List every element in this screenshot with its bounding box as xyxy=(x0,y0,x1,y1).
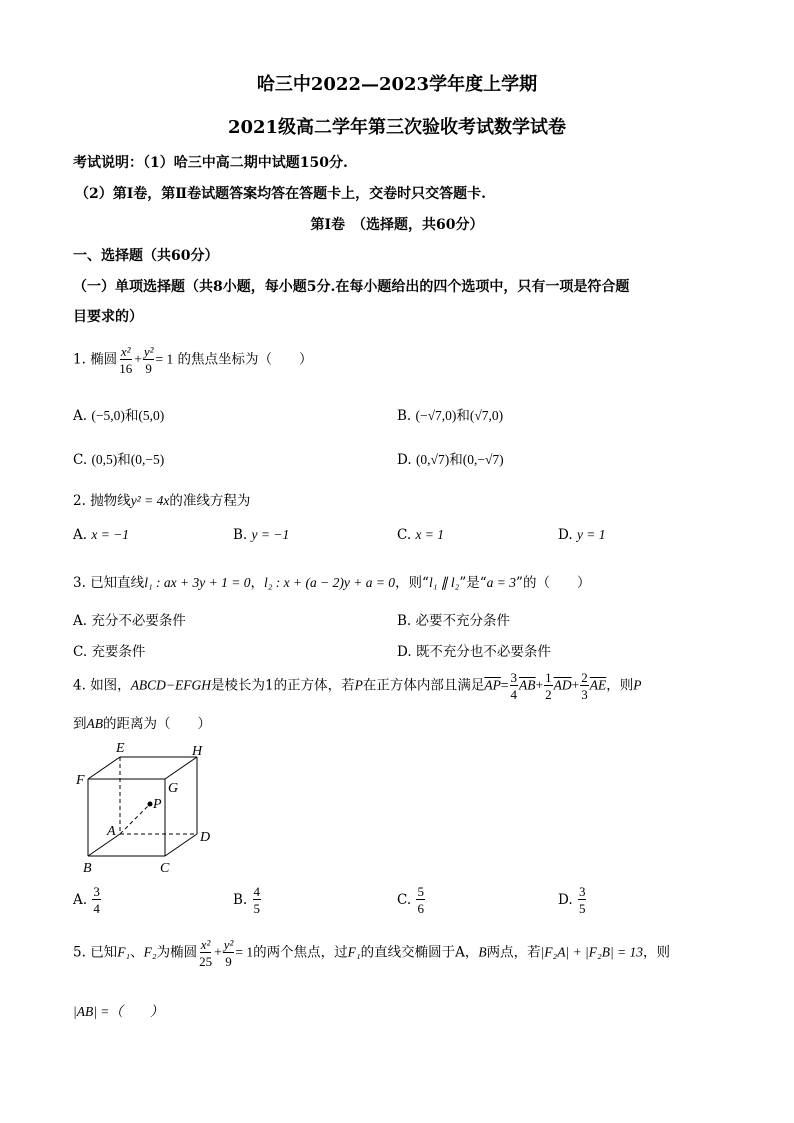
exam-note-2: （2）第Ⅰ卷，第Ⅱ卷试题答案均答在答题卡上，交卷时只交答题卡. xyxy=(75,186,486,202)
label-h: H xyxy=(192,744,203,759)
exam-note-1: 考试说明：（1）哈三中高二期中试题150分. xyxy=(73,155,348,171)
exam-title-line1: 哈三中2022—2023学年度上学期 xyxy=(256,74,538,95)
option-d: D. $\frac{3}{5}$ xyxy=(558,884,586,916)
segment-ap xyxy=(120,804,150,834)
label-f: F xyxy=(76,773,85,788)
edge-fe xyxy=(88,757,120,779)
label-p: P xyxy=(153,797,162,812)
option-b: B. $\frac{4}{5}$ xyxy=(233,884,261,916)
section-instructions-line2: 目要求的） xyxy=(73,309,143,325)
point-p xyxy=(148,802,153,807)
label-a: A xyxy=(107,824,116,839)
option-a: A. (−5,0)和(5,0) xyxy=(73,408,165,424)
exam-title-line2: 2021级高二学年第三次验收考试数学试卷 xyxy=(227,117,567,138)
option-a: A. x = −1 xyxy=(73,527,130,543)
option-c: C. x = 1 xyxy=(397,527,445,543)
option-a: A. $\frac{3}{4}$ xyxy=(73,884,100,916)
option-a: A. 充分不必要条件 xyxy=(73,613,186,629)
question-4-line2: 到AB的距离为（ ） xyxy=(73,716,211,732)
cube-figure xyxy=(70,738,220,878)
option-d: D. 既不充分也不必要条件 xyxy=(397,644,551,660)
question-number: 5. xyxy=(73,944,86,961)
option-b: B. (−√7,0)和(√7,0) xyxy=(397,408,504,424)
option-c: C. $\frac{5}{6}$ xyxy=(397,884,424,916)
question-number: 1. xyxy=(73,351,86,368)
vector-ab: $\overline{AB}$ xyxy=(519,677,536,693)
question-4: 4. 如图，ABCD−EFGH是棱长为1的正方体，若P在正方体内部且满足$\overline{AP}=$ $\frac{3}{4}$ $\overline{AB}+$ $\frac{1}{2}$ $\overline{AD}+$ $\frac{2}{3}$ $\overline{AE}$，则P xyxy=(73,670,642,702)
label-e: E xyxy=(116,741,125,756)
section-heading: 一、选择题（共60分） xyxy=(73,248,219,264)
fraction: $\frac{\text{y²}}{9}$ xyxy=(143,344,154,376)
fraction: $\frac{\text{x²}}{16}$ xyxy=(119,344,133,376)
vector-ad: $\overline{AD}$ xyxy=(553,677,572,693)
option-c: C. (0,5)和(0,−5) xyxy=(73,452,165,468)
label-d: D xyxy=(200,830,211,845)
section-instructions-line1: （一）单项选择题（共8小题，每小题5分.在每小题给出的四个选项中，只有一项是符合题 xyxy=(73,279,630,295)
question-number: 3. xyxy=(73,575,86,591)
question-5-line2: |AB| =（ ） xyxy=(73,1004,164,1019)
question-1: 1. 椭圆 $\frac{\text{x²}}{16}$ + $\frac{\text{y²}}{9}$ = 1 的焦点坐标为（ ） xyxy=(73,344,313,376)
option-b: B. 必要不充分条件 xyxy=(397,613,511,629)
option-c: C. 充要条件 xyxy=(73,644,146,660)
option-d: D. (0,√7)和(0,−√7) xyxy=(397,452,504,468)
question-text: 的焦点坐标为（ ） xyxy=(177,351,313,368)
label-g: G xyxy=(168,781,179,796)
question-number: 2. xyxy=(73,493,86,509)
edge-dc xyxy=(165,834,197,856)
question-number: 4. xyxy=(73,677,86,694)
question-5: 5. 已知F₁、F₂为椭圆 $\frac{\text{x²}}{25}$ + $\frac{\text{y²}}{9}$ = 1的两个焦点，过F₁的直线交椭圆于A，B两点，若|F₂A| + |F₂B| = 13，则 xyxy=(73,937,671,969)
label-c: C xyxy=(160,861,170,876)
label-b: B xyxy=(83,861,92,876)
question-2: 2. 抛物线y² = 4x的准线方程为 xyxy=(73,493,251,509)
option-d: D. y = 1 xyxy=(558,527,606,543)
option-b: B. y = −1 xyxy=(233,527,290,543)
question-text: 椭圆 xyxy=(90,351,118,368)
part-title: 第Ⅰ卷 （选择题，共60分） xyxy=(310,217,484,233)
question-3: 3. 已知直线l₁ : ax + 3y + 1 = 0，l₂ : x + (a − 2)y + a = 0，则“l₁ ∥ l₂”是“a = 3”的（ ） xyxy=(73,575,591,591)
vector-ap: $\overline{AP}$ xyxy=(484,677,501,693)
vector-ae: $\overline{AE}$ xyxy=(589,677,607,693)
edge-hg xyxy=(165,757,197,779)
